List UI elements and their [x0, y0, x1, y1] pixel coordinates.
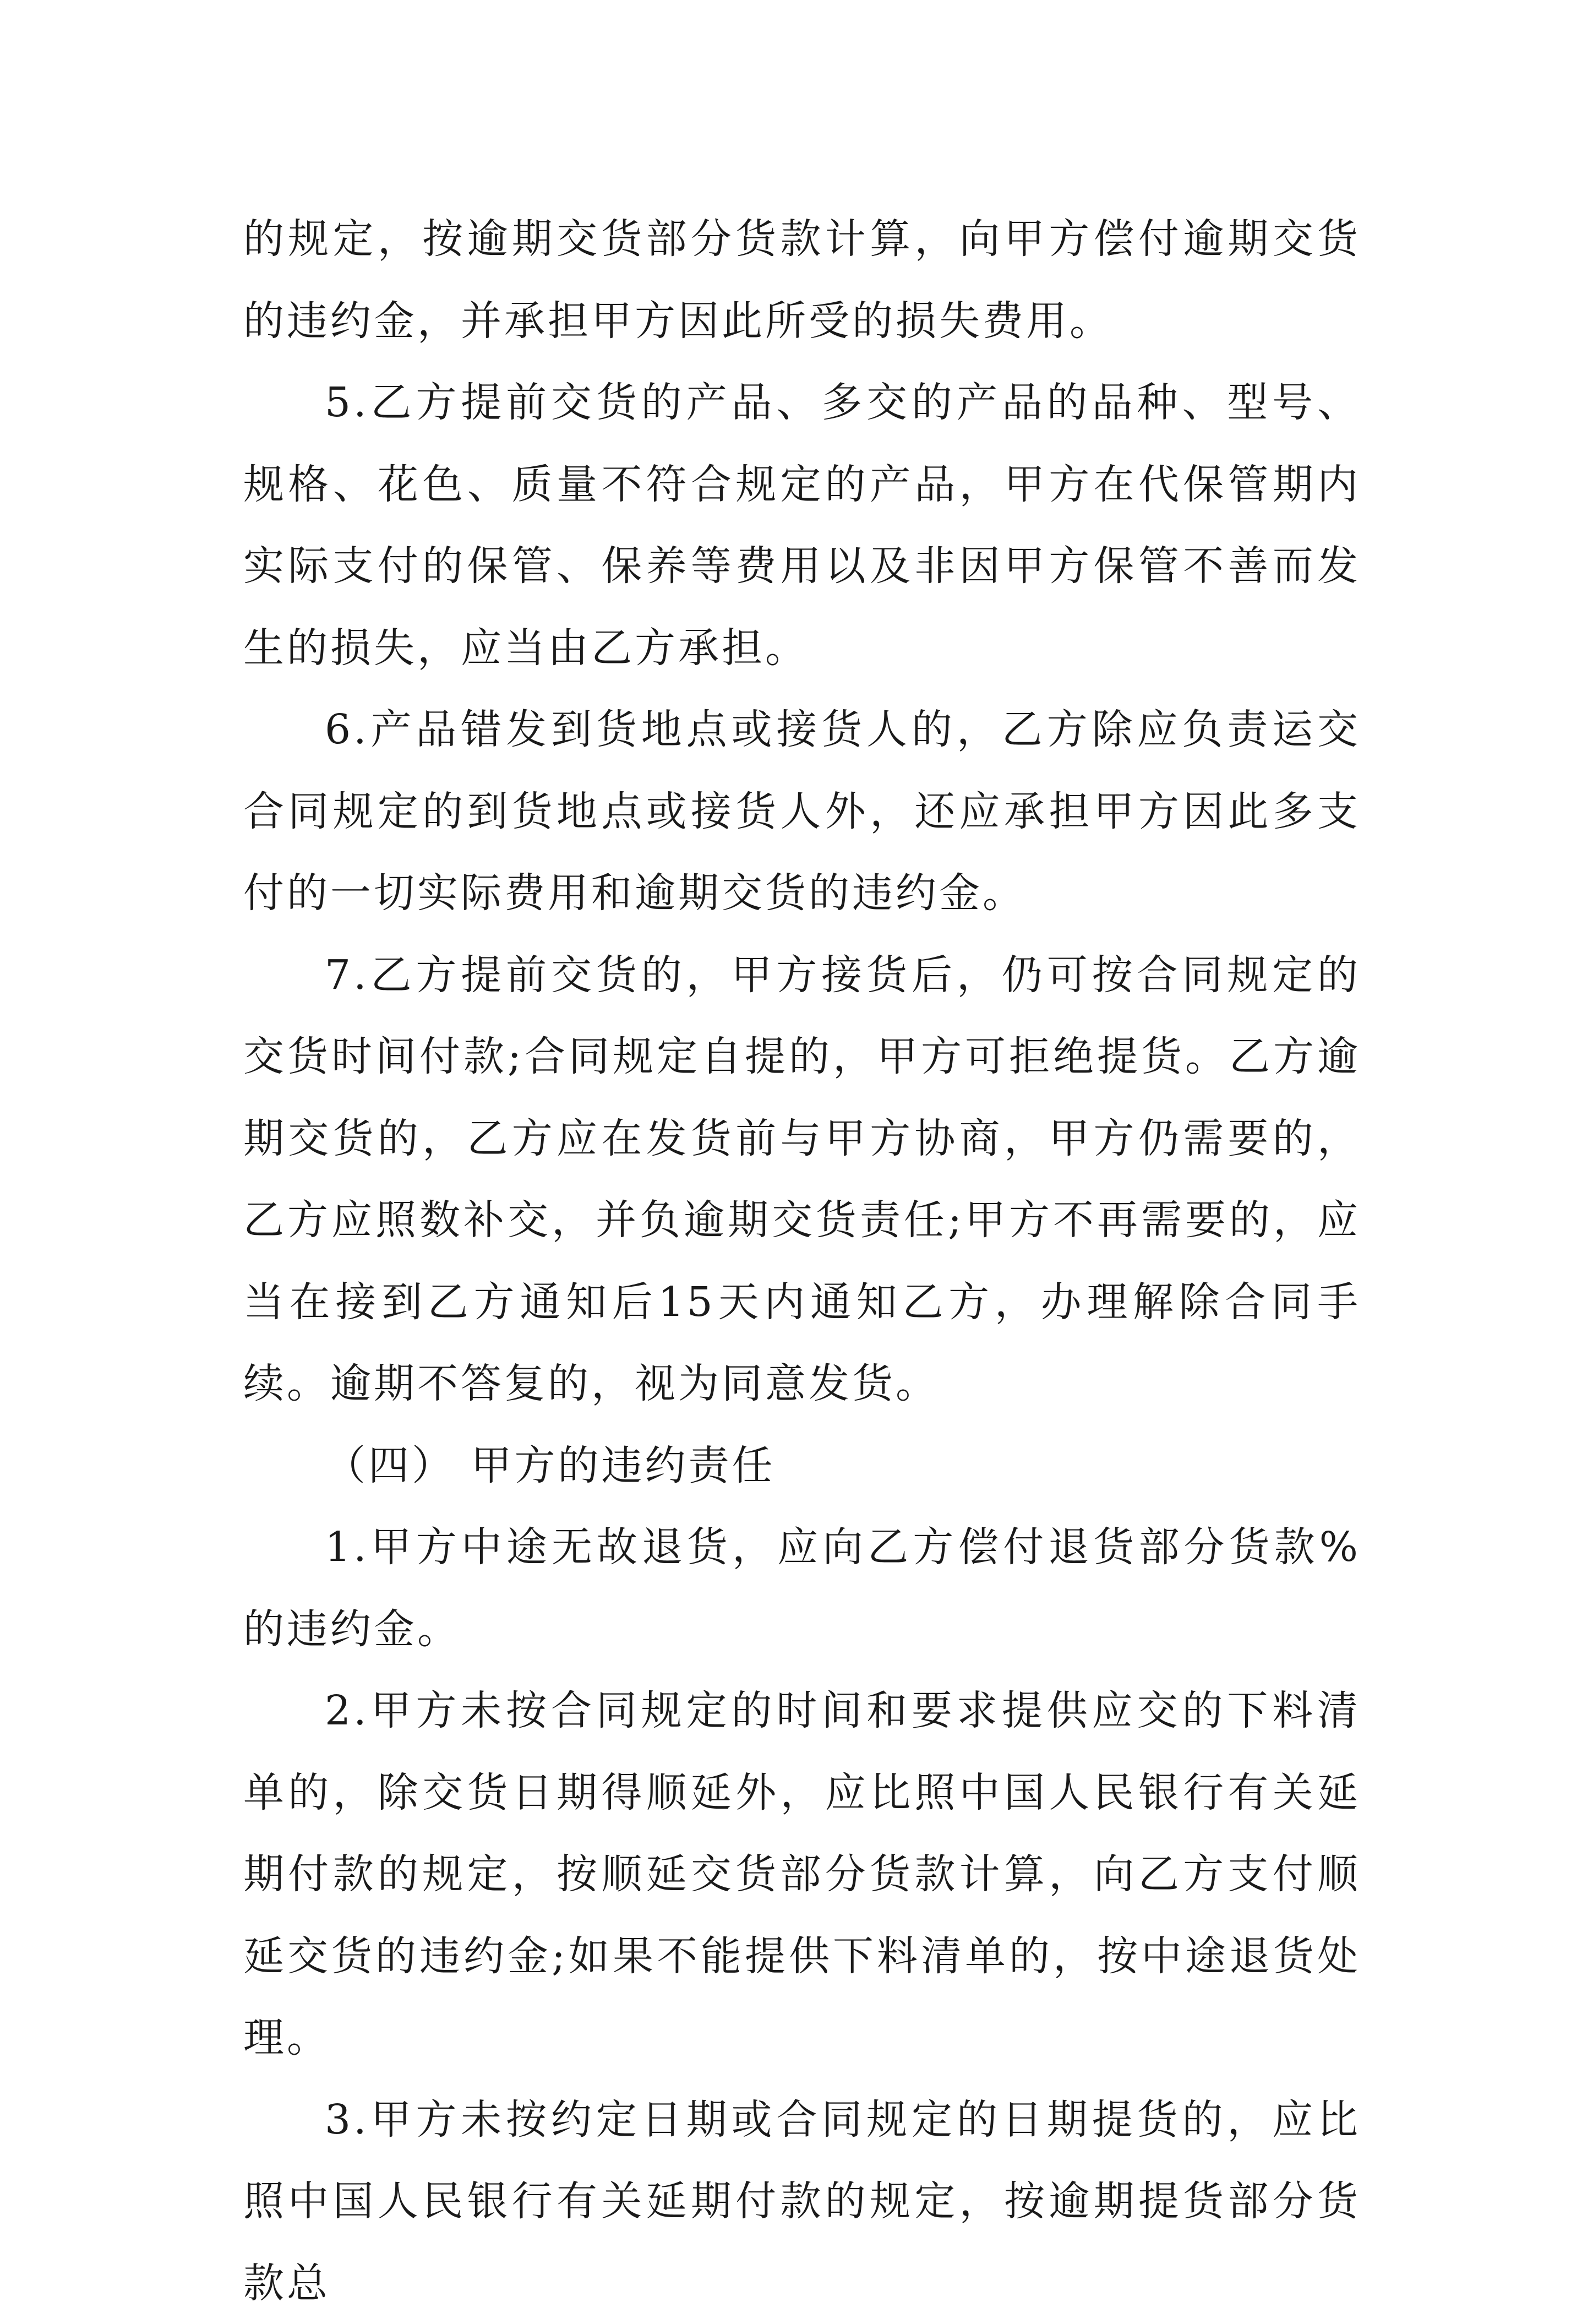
paragraph-item-3: 3.甲方未按约定日期或合同规定的日期提货的，应比照中国人民银行有关延期付款的规定，按逾期提货部分货款总	[243, 2079, 1361, 2324]
section-heading: （四） 甲方的违约责任	[243, 1425, 1361, 1507]
paragraph-item-2: 2.甲方未按合同规定的时间和要求提供应交的下料清单的，除交货日期得顺延外，应比照中国人民银行有关延期付款的规定，按顺延交货部分货款计算，向乙方支付顺延交货的违约金;如果不能提供下料清单的，按中途退货处理。	[243, 1670, 1361, 2079]
paragraph-item-6: 6.产品错发到货地点或接货人的，乙方除应负责运交合同规定的到货地点或接货人外，还应承担甲方因此多支付的一切实际费用和逾期交货的违约金。	[243, 689, 1361, 934]
paragraph-item-1: 1.甲方中途无故退货，应向乙方偿付退货部分货款%的违约金。	[243, 1506, 1361, 1670]
paragraph-item-5: 5.乙方提前交货的产品、多交的产品的品种、型号、规格、花色、质量不符合规定的产品，甲方在代保管期内实际支付的保管、保养等费用以及非因甲方保管不善而发生的损失，应当由乙方承担。	[243, 362, 1361, 689]
paragraph-item-7: 7.乙方提前交货的，甲方接货后，仍可按合同规定的交货时间付款;合同规定自提的，甲方可拒绝提货。乙方逾期交货的，乙方应在发货前与甲方协商，甲方仍需要的，乙方应照数补交，并负逾期交货责任;甲方不再需要的，应当在接到乙方通知后15天内通知乙方，办理解除合同手续。逾期不答复的，视为同意发货。	[243, 934, 1361, 1425]
paragraph-continuation: 的规定，按逾期交货部分货款计算，向甲方偿付逾期交货的违约金，并承担甲方因此所受的损失费用。	[243, 198, 1361, 362]
document-body	[243, 198, 1361, 2324]
